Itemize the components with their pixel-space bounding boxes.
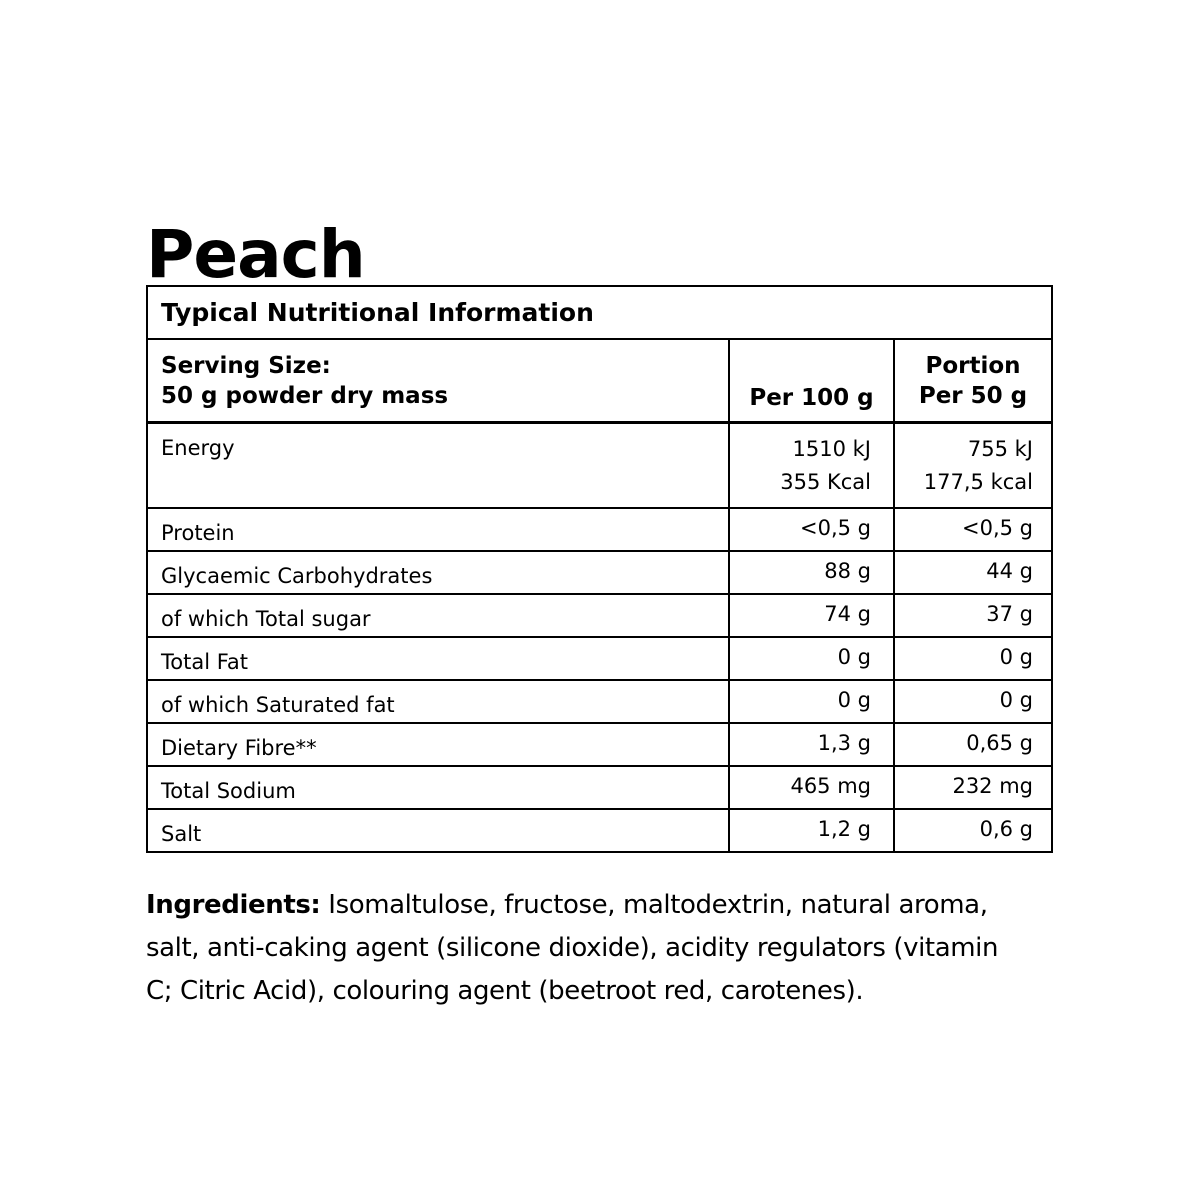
table-row-protein bbox=[148, 507, 1051, 550]
row-value-per100: 1,2 g bbox=[728, 810, 893, 851]
row-value-per50: 37 g bbox=[893, 595, 1051, 636]
row-value-per50: 232 mg bbox=[893, 767, 1051, 808]
portion-line1: Portion bbox=[925, 353, 1021, 379]
row-label: Glycaemic Carbohydrates bbox=[161, 564, 433, 588]
row-value-per100: 0 g bbox=[728, 638, 893, 679]
row-value-per100: 1,3 g bbox=[728, 724, 893, 765]
value-line: 755 kJ bbox=[967, 437, 1033, 461]
page-title: Peach bbox=[146, 216, 365, 294]
ingredients-line: salt, anti-caking agent (silicone dioxide), acidity regulators (vitamin bbox=[146, 933, 999, 963]
ingredients-line: C; Citric Acid), colouring agent (beetroot red, carotenes). bbox=[146, 976, 864, 1006]
row-value-per100: 74 g bbox=[728, 595, 893, 636]
row-value-per50 bbox=[893, 424, 1051, 507]
table-row-carbohydrates bbox=[148, 550, 1051, 593]
ingredients-text: Isomaltulose, fructose, maltodextrin, natural aroma, bbox=[328, 890, 988, 920]
value-line: 177,5 kcal bbox=[923, 470, 1033, 494]
row-value-per100: 88 g bbox=[728, 552, 893, 593]
portion-line2: Per 50 g bbox=[918, 383, 1028, 409]
row-label: Salt bbox=[161, 822, 202, 846]
row-value-per50: 0,6 g bbox=[893, 810, 1051, 851]
value-line: 1510 kJ bbox=[792, 437, 871, 461]
row-label: of which Total sugar bbox=[161, 607, 371, 631]
table-row-salt bbox=[148, 808, 1051, 851]
serving-size-line1: Serving Size: bbox=[161, 352, 331, 379]
row-value-per100 bbox=[728, 424, 893, 507]
row-label: Dietary Fibre** bbox=[161, 736, 317, 760]
ingredients-paragraph bbox=[146, 884, 998, 1013]
row-value-per50: 0 g bbox=[893, 638, 1051, 679]
ingredients-line bbox=[146, 890, 988, 920]
row-label: Total Sodium bbox=[161, 779, 296, 803]
table-row-dietary-fibre bbox=[148, 722, 1051, 765]
row-value-per50: 0 g bbox=[893, 681, 1051, 722]
row-value-per50: <0,5 g bbox=[893, 509, 1051, 550]
row-label: of which Saturated fat bbox=[161, 693, 395, 717]
table-row-total-fat bbox=[148, 636, 1051, 679]
row-label: Total Fat bbox=[161, 650, 248, 674]
ingredients-label: Ingredients: bbox=[146, 890, 321, 920]
table-row-total-sodium bbox=[148, 765, 1051, 808]
row-label: Energy bbox=[161, 436, 235, 460]
row-value-per100: <0,5 g bbox=[728, 509, 893, 550]
nutrition-table bbox=[146, 285, 1053, 853]
table-row-saturated-fat bbox=[148, 679, 1051, 722]
table-header: Typical Nutritional Information bbox=[161, 298, 594, 327]
serving-size-label bbox=[148, 340, 728, 421]
column-header-row bbox=[148, 338, 1051, 421]
serving-size-line2: 50 g powder dry mass bbox=[161, 382, 449, 409]
row-value-per50: 44 g bbox=[893, 552, 1051, 593]
row-value-per50: 0,65 g bbox=[893, 724, 1051, 765]
table-row-total-sugar bbox=[148, 593, 1051, 636]
row-label: Protein bbox=[161, 521, 235, 545]
table-row-energy bbox=[148, 421, 1051, 507]
value-line: 355 Kcal bbox=[780, 470, 871, 494]
column-header-per100: Per 100 g bbox=[728, 340, 893, 421]
row-value-per100: 465 mg bbox=[728, 767, 893, 808]
column-header-portion bbox=[893, 340, 1051, 421]
table-header-row bbox=[148, 287, 1051, 338]
row-value-per100: 0 g bbox=[728, 681, 893, 722]
